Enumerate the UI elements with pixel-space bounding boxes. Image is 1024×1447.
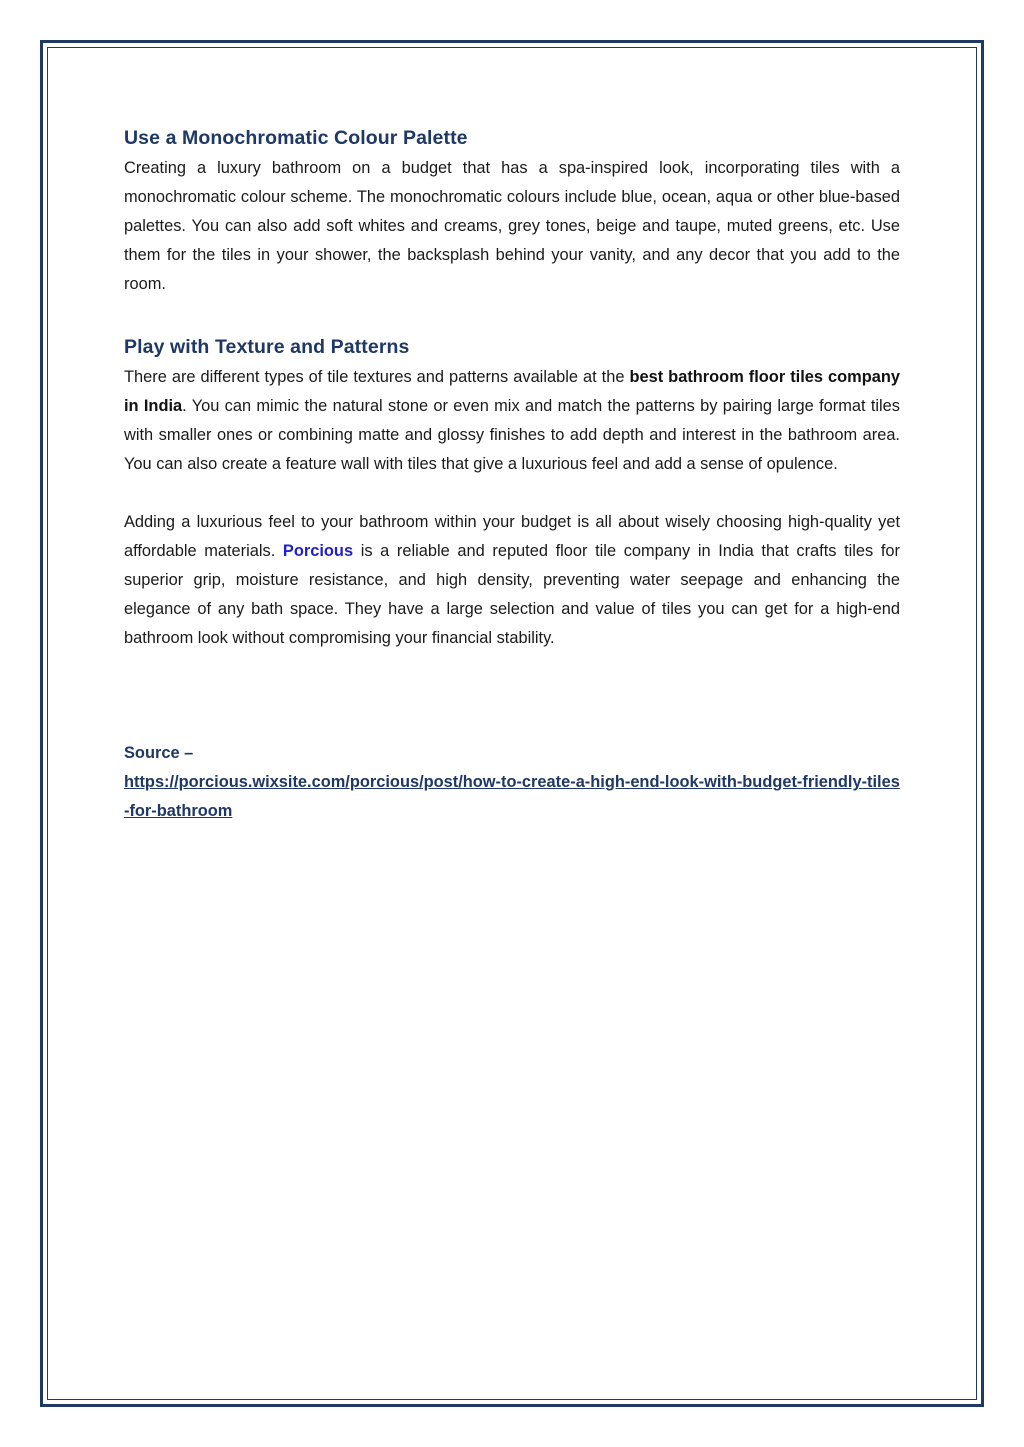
section-title-texture: Play with Texture and Patterns (124, 336, 410, 358)
section-body-monochromatic: Creating a luxury bathroom on a budget that has a spa-inspired look, incorporating tiles with a monochromatic colour scheme. The monochromatic colours include blue, ocean, aqua or other blue-based palettes. You can also add soft whites and creams, grey tones, beige and taupe, muted greens, etc. Use them for the tiles in your shower, the backsplash behind your vanity, and any decor that you add to the room. (124, 159, 900, 293)
texture-text-end: . You can mimic the natural stone or even mix and match the patterns by pairing large format tiles with smaller ones or combining matte and glossy finishes to add depth and interest in the bathroom area. You can also create a feature wall with tiles that give a luxurious feel and add a sense of opulence. (124, 397, 900, 473)
source-label: Source – (124, 744, 194, 762)
conclusion-text-end: is a reliable and reputed floor tile company in India that crafts tiles for superior grip, moisture resistance, and high density, preventing water seepage and enhancing the elegance of any bath space. They have a large selection and value of tiles you can get for a high-end bathroom look without compromising your financial stability. (124, 542, 900, 647)
section-title-monochromatic: Use a Monochromatic Colour Palette (124, 127, 468, 149)
texture-text-start: There are different types of tile textures and patterns available at the (124, 368, 630, 386)
brand-link-porcious[interactable]: Porcious (282, 542, 354, 560)
source-url-link[interactable]: https://porcious.wixsite.com/porcious/post/how-to-create-a-high-end-look-with-budget-friendly-tiles-for-bathroom (124, 773, 900, 820)
texture-text-bold: best bathroom floor tiles company in India (124, 368, 900, 415)
section-body-conclusion (124, 508, 900, 653)
document-content (124, 122, 900, 826)
section-body-texture (124, 363, 900, 479)
conclusion-text-start: Adding a luxurious feel to your bathroom within your budget is all about wisely choosing high-quality yet affordable materials. (124, 513, 900, 560)
